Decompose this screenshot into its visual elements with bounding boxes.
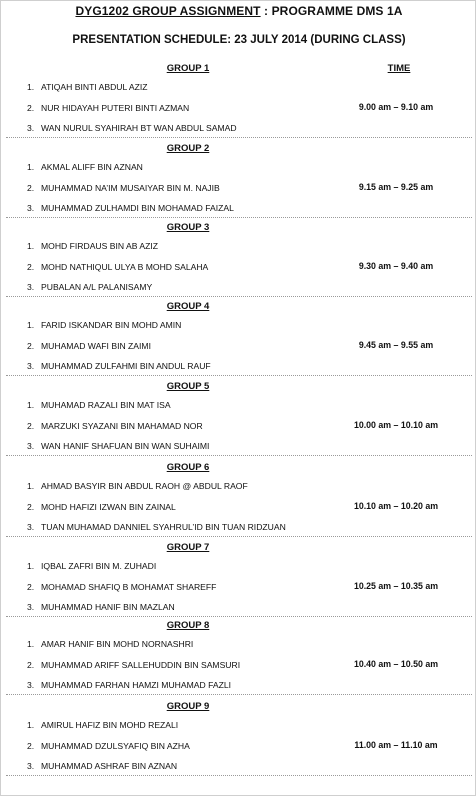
- member-number: 3.: [27, 123, 35, 133]
- member-name: MOHD NATHIQUL ULYA B MOHD SALAHA: [41, 261, 209, 272]
- programme-title: : PROGRAMME DMS 1A: [260, 4, 403, 18]
- document-title: [1, 4, 476, 18]
- member-name: IQBAL ZAFRI BIN M. ZUHADI: [41, 561, 157, 571]
- member-row: [27, 761, 177, 771]
- time-column-header: TIME: [387, 63, 411, 74]
- member-number: 1.: [27, 639, 35, 649]
- member-name: PUBALAN A/L PALANISAMY: [41, 282, 153, 292]
- member-name: NUR HIDAYAH PUTERI BINTI AZMAN: [41, 102, 190, 113]
- member-number: 1.: [27, 162, 35, 172]
- member-name: MOHD HAFIZI IZWAN BIN ZAINAL: [41, 501, 176, 512]
- member-name: MOHD FIRDAUS BIN AB AZIZ: [41, 241, 158, 251]
- member-name: MUHAMMAD ZULHAMDI BIN MOHAMAD FAIZAL: [41, 203, 234, 213]
- member-name: ATIQAH BINTI ABDUL AZIZ: [41, 82, 148, 92]
- member-number: 2.: [27, 102, 35, 113]
- time-slot: 10.40 am – 10.50 am: [353, 659, 439, 669]
- member-row: [27, 522, 286, 532]
- member-row: [27, 561, 156, 571]
- group-separator: [6, 694, 472, 695]
- member-row: [27, 183, 220, 193]
- group-header: GROUP 4: [166, 301, 210, 312]
- member-row: [27, 82, 148, 92]
- member-name: AMIRUL HAFIZ BIN MOHD REZALI: [41, 720, 179, 730]
- member-number: 1.: [27, 241, 35, 251]
- member-name: MARZUKI SYAZANI BIN MAHAMAD NOR: [41, 420, 203, 431]
- member-name: WAN NURUL SYAHIRAH BT WAN ABDUL SAMAD: [41, 123, 237, 133]
- member-number: 1.: [27, 481, 35, 491]
- member-number: 2.: [27, 501, 35, 512]
- member-row: [27, 103, 189, 113]
- member-name: FARID ISKANDAR BIN MOHD AMIN: [41, 320, 182, 330]
- member-row: [27, 720, 178, 730]
- group-header: GROUP 7: [166, 542, 210, 553]
- time-slot: 10.00 am – 10.10 am: [353, 420, 439, 430]
- member-row: [27, 602, 175, 612]
- member-name: MUHAMMAD NA’IM MUSAIYAR BIN M. NAJIB: [41, 182, 220, 193]
- group-separator: [6, 775, 472, 776]
- member-name: MUHAMMAD DZULSYAFIQ BIN AZHA: [41, 740, 190, 751]
- group-separator: [6, 217, 472, 218]
- member-number: 1.: [27, 720, 35, 730]
- member-number: 2.: [27, 659, 35, 670]
- group-header: GROUP 9: [166, 701, 210, 712]
- time-slot: 9.15 am – 9.25 am: [358, 182, 434, 192]
- time-slot: 10.25 am – 10.35 am: [353, 581, 439, 591]
- group-separator: [6, 296, 472, 297]
- member-number: 1.: [27, 320, 35, 330]
- member-row: [27, 241, 158, 251]
- course-code-title: DYG1202 GROUP ASSIGNMENT: [75, 4, 261, 18]
- member-row: [27, 262, 208, 272]
- member-row: [27, 481, 248, 491]
- group-header: GROUP 1: [166, 63, 210, 74]
- group-separator: [6, 536, 472, 537]
- group-header: GROUP 6: [166, 462, 210, 473]
- member-row: [27, 660, 240, 670]
- time-slot: 9.45 am – 9.55 am: [358, 340, 434, 350]
- group-header: GROUP 2: [166, 143, 210, 154]
- member-row: [27, 361, 211, 371]
- member-row: [27, 680, 231, 690]
- group-separator: [6, 616, 472, 617]
- member-name: MUHAMMAD HANIF BIN MAZLAN: [41, 602, 175, 612]
- member-number: 2.: [27, 340, 35, 351]
- group-header: GROUP 3: [166, 222, 210, 233]
- member-name: MUHAMMAD FARHAN HAMZI MUHAMAD FAZLI: [41, 680, 232, 690]
- member-name: WAN HANIF SHAFUAN BIN WAN SUHAIMI: [41, 441, 210, 451]
- schedule-title: PRESENTATION SCHEDULE: 23 JULY 2014 (DURING CLASS): [72, 34, 406, 46]
- group-separator: [6, 375, 472, 376]
- member-name: TUAN MUHAMAD DANNIEL SYAHRUL’ID BIN TUAN RIDZUAN: [41, 522, 286, 532]
- member-name: AKMAL ALIFF BIN AZNAN: [41, 162, 143, 172]
- member-name: MUHAMMAD ASHRAF BIN AZNAN: [41, 761, 178, 771]
- member-number: 3.: [27, 680, 35, 690]
- group-header: GROUP 8: [166, 620, 210, 631]
- member-number: 3.: [27, 522, 35, 532]
- member-row: [27, 320, 181, 330]
- member-number: 3.: [27, 361, 35, 371]
- member-number: 1.: [27, 400, 35, 410]
- member-name: MUHAMMAD ARIFF SALLEHUDDIN BIN SAMSURI: [41, 659, 241, 670]
- member-number: 2.: [27, 581, 35, 592]
- member-row: [27, 282, 152, 292]
- member-number: 2.: [27, 261, 35, 272]
- member-row: [27, 203, 234, 213]
- member-number: 2.: [27, 740, 35, 751]
- time-slot: 10.10 am – 10.20 am: [353, 501, 439, 511]
- member-number: 2.: [27, 420, 35, 431]
- member-number: 1.: [27, 561, 35, 571]
- member-name: MOHAMAD SHAFIQ B MOHAMAT SHAREFF: [41, 581, 217, 592]
- member-name: MUHAMMAD ZULFAHMI BIN ANDUL RAUF: [41, 361, 211, 371]
- member-number: 3.: [27, 761, 35, 771]
- time-slot: 9.00 am – 9.10 am: [358, 102, 434, 112]
- member-row: [27, 741, 190, 751]
- time-slot: 11.00 am – 11.10 am: [354, 740, 438, 750]
- member-row: [27, 341, 151, 351]
- group-header: GROUP 5: [166, 381, 210, 392]
- group-separator: [6, 455, 472, 456]
- member-row: [27, 123, 237, 133]
- member-number: 1.: [27, 82, 35, 92]
- member-row: [27, 400, 171, 410]
- member-number: 3.: [27, 602, 35, 612]
- member-row: [27, 639, 193, 649]
- member-row: [27, 421, 203, 431]
- member-number: 3.: [27, 203, 35, 213]
- member-row: [27, 582, 216, 592]
- time-slot: 9.30 am – 9.40 am: [358, 261, 434, 271]
- member-number: 3.: [27, 282, 35, 292]
- member-number: 2.: [27, 182, 35, 193]
- member-row: [27, 502, 176, 512]
- member-name: MUHAMAD WAFI BIN ZAIMI: [41, 340, 151, 351]
- member-number: 3.: [27, 441, 35, 451]
- member-name: AHMAD BASYIR BIN ABDUL RAOH @ ABDUL RAOF: [41, 481, 248, 491]
- member-name: AMAR HANIF BIN MOHD NORNASHRI: [41, 639, 194, 649]
- member-row: [27, 162, 143, 172]
- member-row: [27, 441, 209, 451]
- member-name: MUHAMAD RAZALI BIN MAT ISA: [41, 400, 171, 410]
- group-separator: [6, 137, 472, 138]
